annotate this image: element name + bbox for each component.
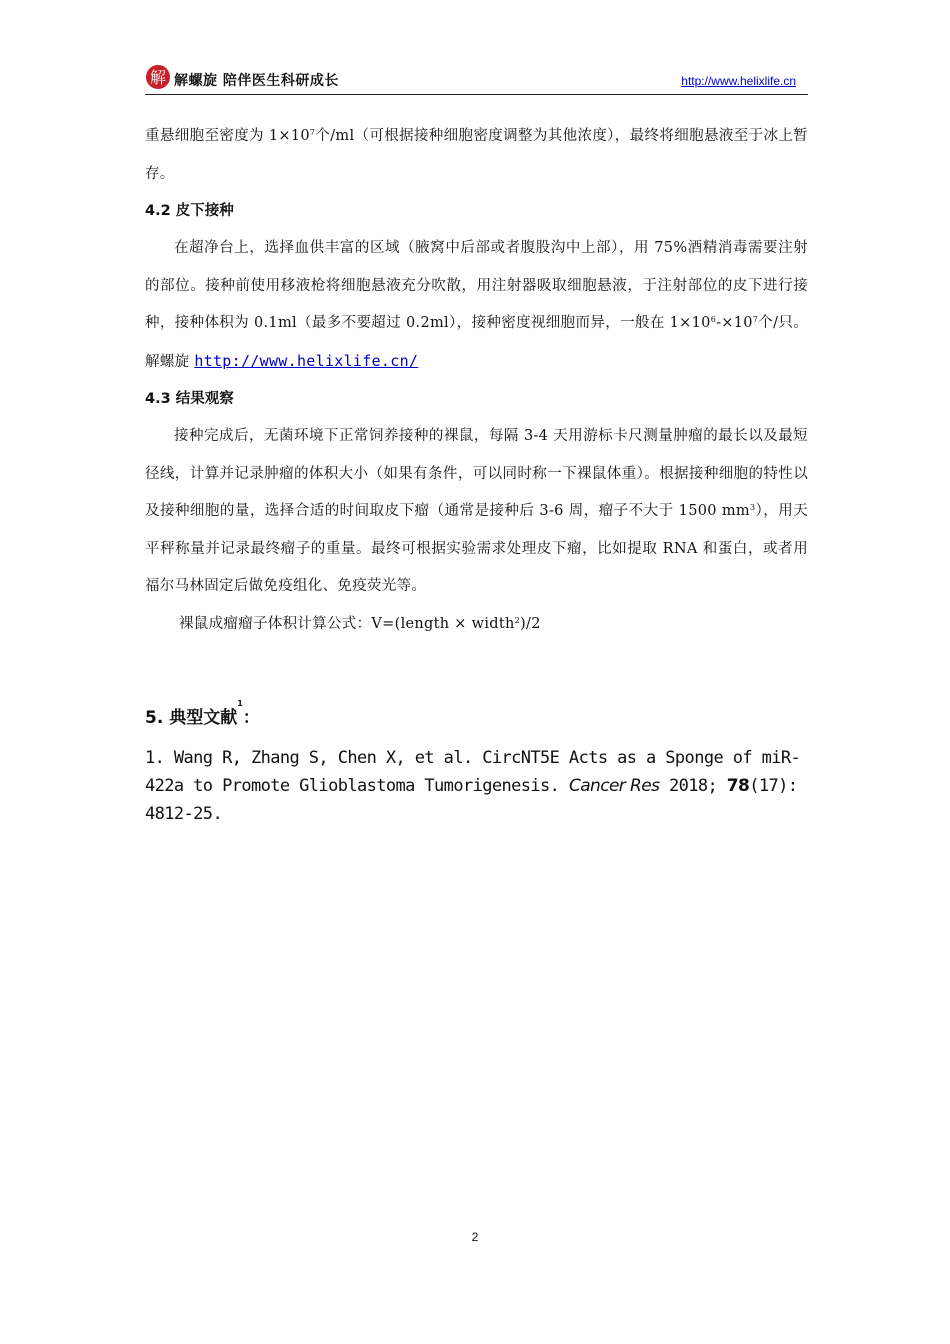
- journal-name: Cancer Res: [568, 776, 660, 796]
- section-heading-4-2: 4.2 皮下接种: [145, 203, 234, 219]
- helixlife-link[interactable]: http://www.helixlife.cn/: [194, 351, 419, 370]
- section-heading-5: 5. 典型文献$^1$：: [145, 699, 260, 728]
- header-url-link[interactable]: http://www.helixlife.cn: [681, 74, 796, 88]
- tumor-volume-formula: 裸鼠成瘤瘤子体积计算公式：V=(length × width$^2$)/2: [179, 615, 541, 632]
- brand-name: 解螺旋 陪伴医生科研成长: [174, 73, 339, 89]
- page-number: 2: [471, 1230, 479, 1244]
- reference-1: 1. Wang R, Zhang S, Chen X, et al. CircNT5E Acts as a Sponge of miR-422a to Promote Glioblastoma Tumorigenesis. Cancer Res 2018; 78(17): 4812-25.: [145, 748, 801, 824]
- helixlife-logo: [145, 60, 171, 92]
- svg-text:解: 解: [149, 68, 167, 87]
- paragraph-resuspend: 重悬细胞至密度为 $1\times 10^7$个/ml（可根据接种细胞密度调整为其他浓度），最终将细胞悬液至于冰上暂存。: [145, 128, 808, 182]
- page-body: [145, 118, 808, 828]
- section-heading-4-3: 4.3 结果观察: [145, 391, 234, 407]
- paragraph-subcutaneous-injection: 在超净台上，选择血供丰富的区域（腋窝中后部或者腹股沟中上部），用 75%酒精消毒需要注射的部位。接种前使用移液枪将细胞悬液充分吹散，用注射器吸取细胞悬液，于注射部位的皮下进行接种，接种体积为 0.1ml（最多不要超过 0.2ml），接种密度视细胞而异，一般在 $1\times 10^6-\times 10^7$个/只。解螺旋 http://www.helixlife.cn/: [145, 240, 809, 370]
- page-header: [145, 58, 808, 95]
- volume-number: 78: [726, 776, 750, 796]
- paragraph-result-observation: 接种完成后，无菌环境下正常饲养接种的裸鼠，每隔 3-4 天用游标卡尺测量肿瘤的最长以及最短径线，计算并记录肿瘤的体积大小（如果有条件，可以同时称一下裸鼠体重）。根据接种细胞的特性以及接种细胞的量，选择合适的时间取皮下瘤（通常是接种后 3-6 周，瘤子不大于 1500 $mm^3$），用天平秤称量并记录最终瘤子的重量。最终可根据实验需求处理皮下瘤，比如提取 RNA 和蛋白，或者用福尔马林固定后做免疫组化、免疫荧光等。: [145, 428, 809, 594]
